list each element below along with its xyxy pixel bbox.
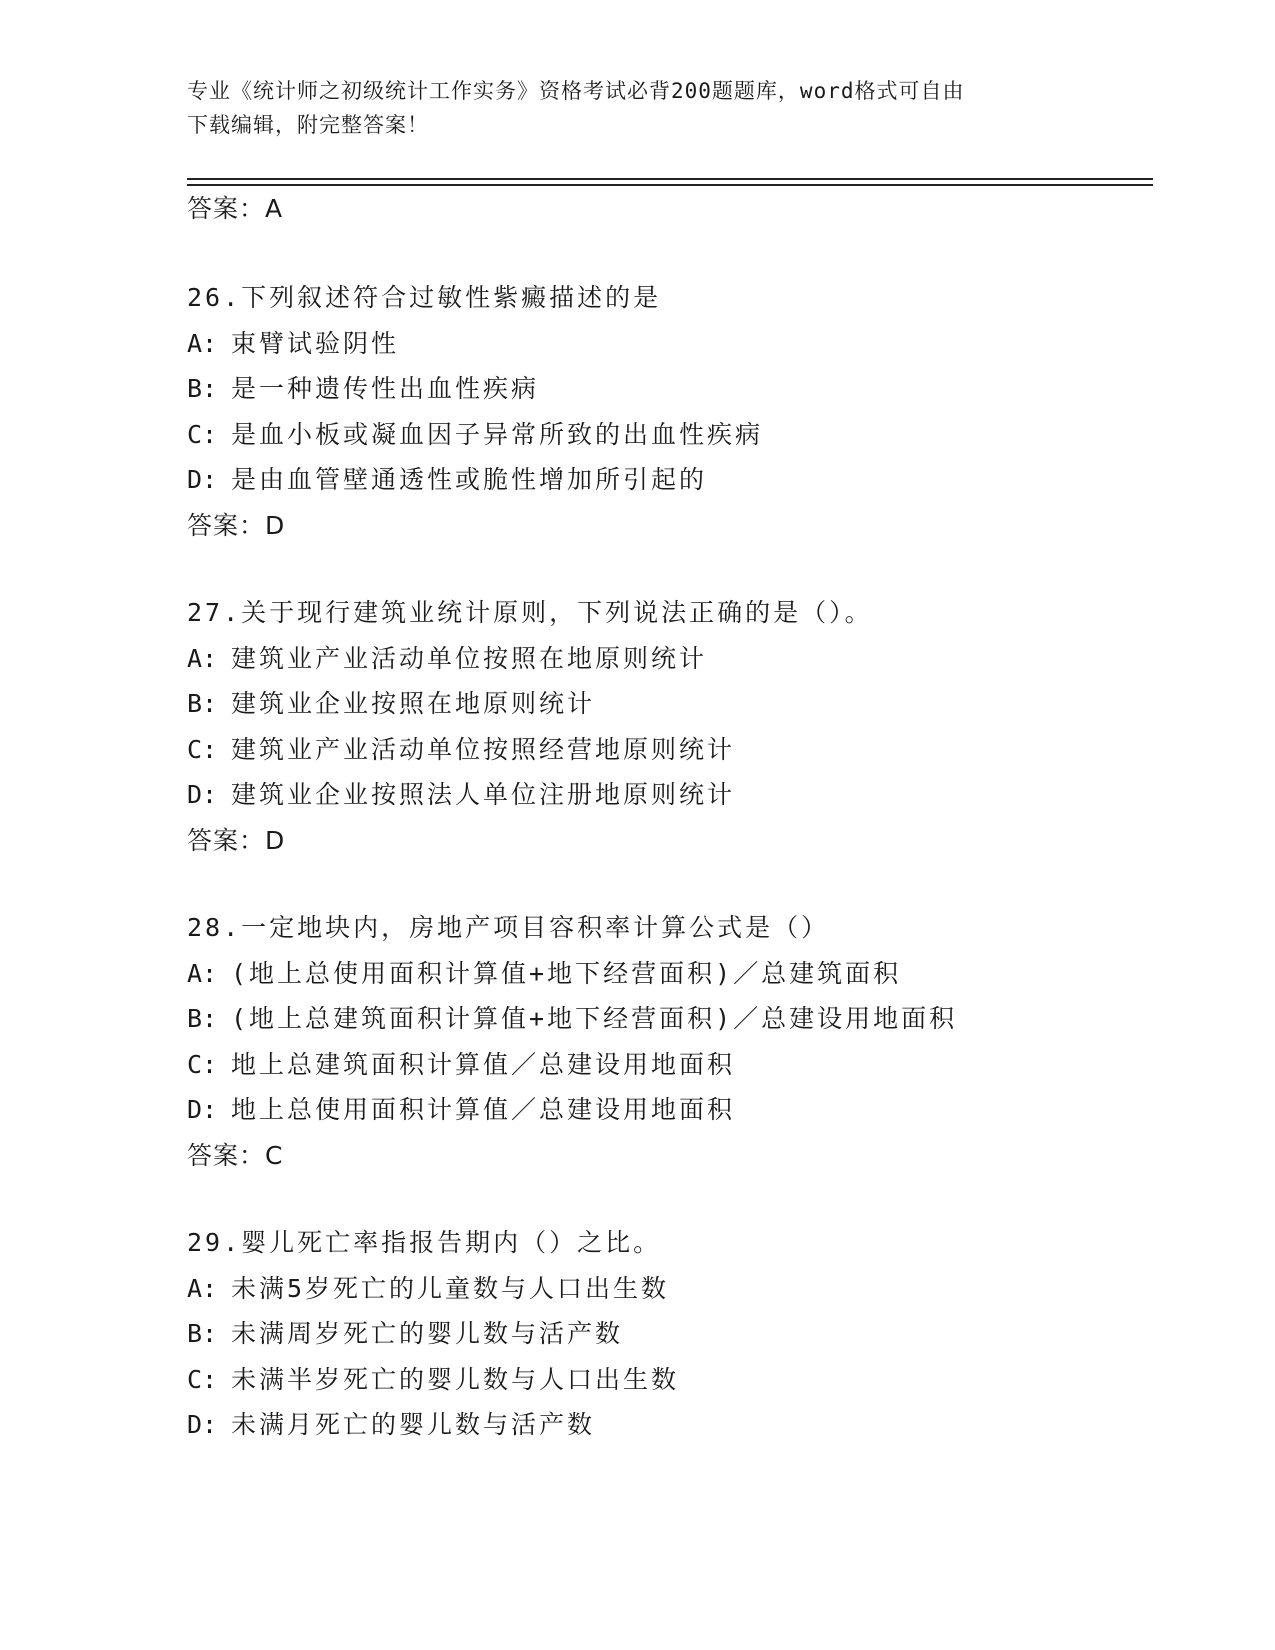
option-text: 未满月死亡的婴儿数与活产数 [231, 1410, 596, 1439]
option-c [187, 412, 1153, 458]
question-28 [187, 905, 1153, 1178]
question-27 [187, 590, 1153, 863]
option-text: 未满5岁死亡的儿童数与人口出生数 [231, 1273, 670, 1303]
previous-answer: 答案：A [187, 194, 284, 223]
option-text: 是由血管壁通透性或脆性增加所引起的 [231, 465, 708, 494]
header-divider-top [187, 178, 1153, 180]
option-text: 建筑业企业按照在地原则统计 [231, 689, 596, 718]
question-title: 28.一定地块内，房地产项目容积率计算公式是（） [187, 913, 830, 942]
option-text: (地上总使用面积计算值+地下经营面积)／总建筑面积 [231, 958, 902, 988]
option-text: 是血小板或凝血因子异常所致的出血性疾病 [231, 419, 764, 449]
option-d [187, 457, 1153, 503]
option-letter: B: [187, 1319, 218, 1348]
option-text: 地上总使用面积计算值／总建设用地面积 [231, 1095, 736, 1124]
option-letter: D: [187, 1410, 218, 1439]
answer: 答案：D [187, 825, 286, 855]
document-header [187, 74, 1087, 142]
option-text: 建筑业产业活动单位按照经营地原则统计 [231, 734, 736, 764]
option-letter: C: [187, 734, 218, 764]
option-letter: A: [187, 328, 218, 358]
option-letter: B: [187, 689, 218, 718]
option-letter: D: [187, 780, 218, 809]
option-b [187, 1311, 1153, 1357]
option-text: 束臂试验阴性 [231, 328, 400, 358]
option-letter: C: [187, 1049, 218, 1079]
question-26 [187, 275, 1153, 548]
option-letter: A: [187, 1273, 218, 1303]
question-title: 29.婴儿死亡率指报告期内（）之比。 [187, 1228, 662, 1257]
header-line-2: 下载编辑，附完整答案！ [187, 113, 429, 137]
option-letter: D: [187, 1095, 218, 1124]
question-title: 26.下列叙述符合过敏性紫癜描述的是 [187, 283, 662, 312]
option-a [187, 636, 1153, 682]
header-divider-bottom [187, 184, 1153, 186]
option-c [187, 1357, 1153, 1403]
header-line-1: 专业《统计师之初级统计工作实务》资格考试必背200题题库，word格式可自由 [187, 79, 965, 103]
option-letter: C: [187, 1364, 218, 1394]
option-text: 建筑业企业按照法人单位注册地原则统计 [231, 780, 736, 809]
option-d [187, 772, 1153, 818]
option-d [187, 1402, 1153, 1448]
option-letter: A: [187, 958, 218, 988]
option-b [187, 366, 1153, 412]
option-text: 建筑业产业活动单位按照在地原则统计 [231, 643, 708, 673]
option-letter: B: [187, 374, 218, 403]
answer: 答案：C [187, 1140, 284, 1170]
option-d [187, 1087, 1153, 1133]
option-letter: C: [187, 419, 218, 449]
option-letter: A: [187, 643, 218, 673]
answer: 答案：D [187, 510, 286, 540]
option-text: 未满半岁死亡的婴儿数与人口出生数 [231, 1364, 680, 1394]
option-text: 未满周岁死亡的婴儿数与活产数 [231, 1319, 624, 1348]
option-a [187, 951, 1153, 997]
option-letter: B: [187, 1004, 218, 1033]
option-text: 地上总建筑面积计算值／总建设用地面积 [231, 1049, 736, 1079]
question-title: 27.关于现行建筑业统计原则，下列说法正确的是（）。 [187, 598, 873, 627]
question-29 [187, 1220, 1153, 1448]
option-text: (地上总建筑面积计算值+地下经营面积)／总建设用地面积 [231, 1004, 958, 1033]
option-a [187, 321, 1153, 367]
option-letter: D: [187, 465, 218, 494]
option-c [187, 1042, 1153, 1088]
option-b [187, 681, 1153, 727]
option-b [187, 996, 1153, 1042]
option-a [187, 1266, 1153, 1312]
option-c [187, 727, 1153, 773]
option-text: 是一种遗传性出血性疾病 [231, 374, 540, 403]
